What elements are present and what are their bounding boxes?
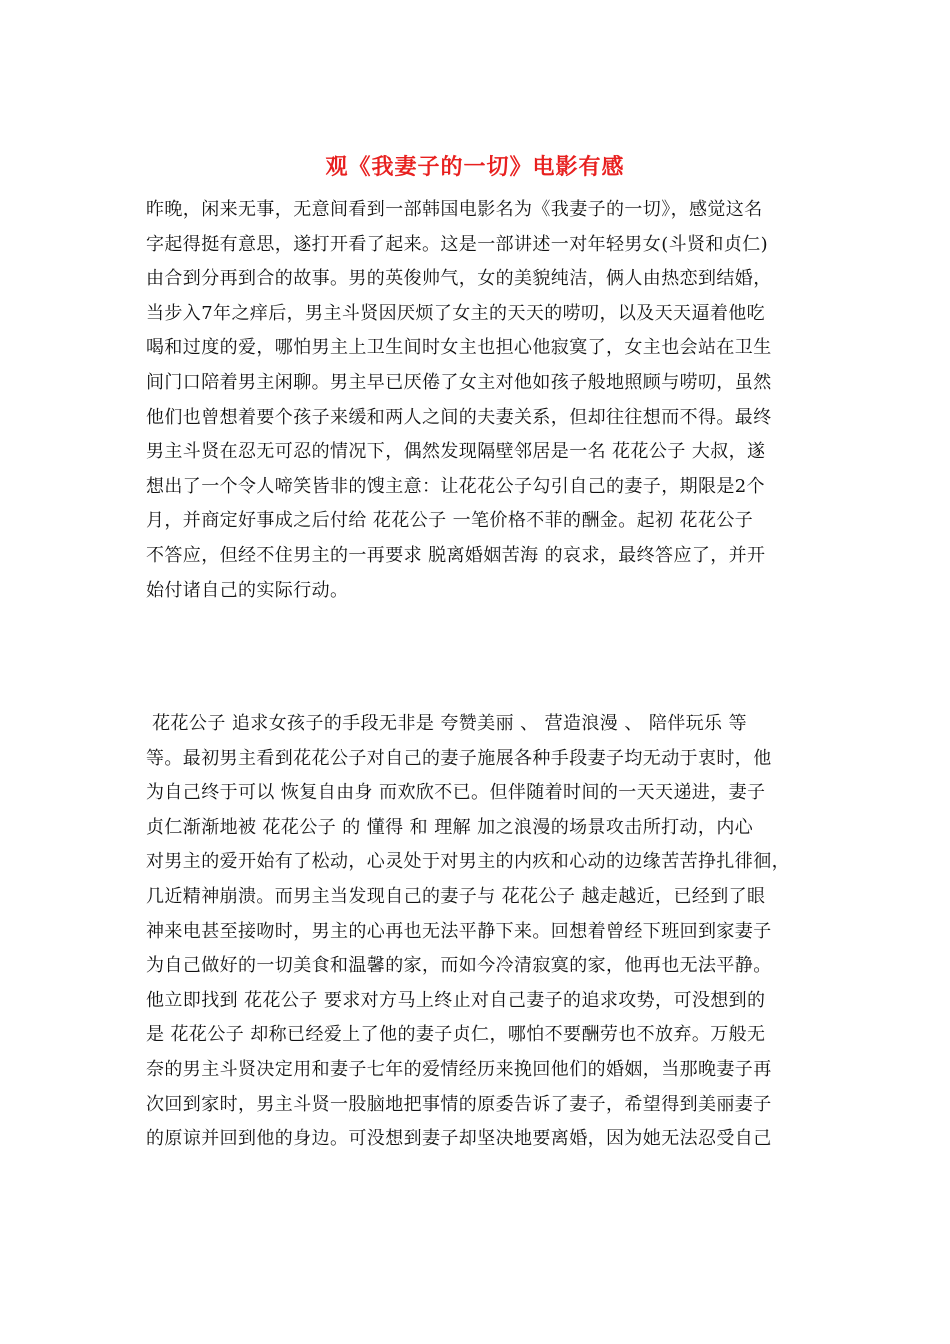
text-line: 月，并商定好事成之后付给 花花公子 一笔价格不菲的酬金。起初 花花公子 xyxy=(146,510,754,532)
text-line: 喝和过度的爱，哪怕男主上卫生间时女主也担心他寂寞了，女主也会站在卫生 xyxy=(146,337,772,359)
text-line: 字起得挺有意思，遂打开看了起来。这是一部讲述一对年轻男女(斗贤和贞仁) xyxy=(146,233,769,255)
text-line: 不答应，但经不住男主的一再要求 脱离婚姻苦海 的哀求，最终答应了，并开 xyxy=(146,544,766,566)
text-line: 花花公子 追求女孩子的手段无非是 夸赞美丽 、 营造浪漫 、 陪伴玩乐 等 xyxy=(146,713,747,734)
text-line: 想出了一个令人啼笑皆非的馊主意：让花花公子勾引自己的妻子，期限是2个 xyxy=(146,475,766,497)
text-line: 间门口陪着男主闲聊。男主早已厌倦了女主对他如孩子般地照顾与唠叨，虽然 xyxy=(146,371,772,393)
text-line: 为自己终于可以 恢复自由身 而欢欣不已。但伴随着时间的一天天递进，妻子 xyxy=(146,782,766,804)
text-line: 等。最初男主看到花花公子对自己的妻子施展各种手段妻子均无动于衷时，他 xyxy=(146,747,772,769)
text-line: 贞仁渐渐地被 花花公子 的 懂得 和 理解 加之浪漫的场景攻击所打动，内心 xyxy=(146,816,754,838)
text-line: 是 花花公子 却称已经爱上了他的妻子贞仁，哪怕不要酬劳也不放弃。万般无 xyxy=(146,1024,766,1046)
text-line: 男主斗贤在忍无可忍的情况下，偶然发现隔壁邻居是一名 花花公子 大叔，遂 xyxy=(146,441,766,463)
document-title: 观《我妻子的一切》电影有感 xyxy=(325,154,625,180)
paragraph-2 xyxy=(146,707,810,1157)
text-line: 几近精神崩溃。而男主当发现自己的妻子与 花花公子 越走越近，已经到了眼 xyxy=(146,885,766,907)
text-line: 由合到分再到合的故事。男的英俊帅气，女的美貌纯洁，俩人由热恋到结婚， xyxy=(146,268,772,290)
text-line: 神来电甚至接吻时，男主的心再也无法平静下来。回想着曾经下班回到家妻子 xyxy=(146,920,772,942)
text-line: 对男主的爱开始有了松动，心灵处于对男主的内疚和心动的边缘苦苦挣扎徘徊， xyxy=(146,851,790,873)
text-line: 的原谅并回到他的身边。可没想到妻子却坚决地要离婚，因为她无法忍受自己 xyxy=(146,1128,772,1150)
text-line: 他们也曾想着要个孩子来缓和两人之间的夫妻关系，但却往往想而不得。最终 xyxy=(146,406,772,428)
text-line: 始付诸自己的实际行动。 xyxy=(146,579,349,601)
paragraph-1 xyxy=(146,193,810,608)
text-line: 次回到家时，男主斗贤一股脑地把事情的原委告诉了妻子，希望得到美丽妻子 xyxy=(146,1093,772,1115)
text-line: 昨晚，闲来无事，无意间看到一部韩国电影名为《我妻子的一切》，感觉这名 xyxy=(146,199,763,220)
text-line: 奈的男主斗贤决定用和妻子七年的爱情经历来挽回他们的婚姻，当那晚妻子再 xyxy=(146,1058,772,1080)
text-line: 当步入7年之痒后，男主斗贤因厌烦了女主的天天的唠叨，以及天天逼着他吃 xyxy=(146,302,766,324)
text-line: 他立即找到 花花公子 要求对方马上终止对自己妻子的追求攻势，可没想到的 xyxy=(146,989,766,1011)
text-line: 为自己做好的一切美食和温馨的家，而如今冷清寂寞的家，他再也无法平静。 xyxy=(146,955,772,977)
